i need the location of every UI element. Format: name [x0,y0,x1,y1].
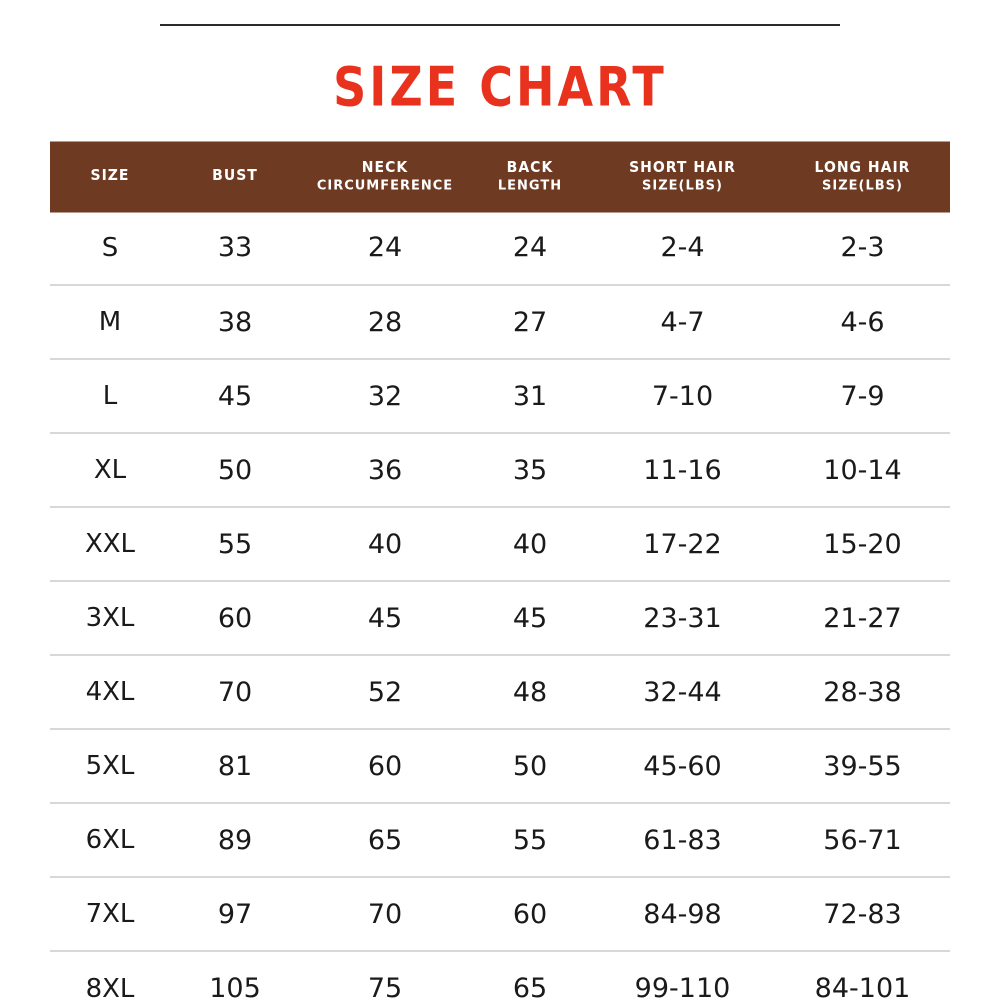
size-chart-table-wrapper [50,143,950,1000]
cell-bust: 105 [209,973,261,1000]
cell-back: 24 [470,211,590,285]
cell-long-hair: 4-6 [775,285,950,359]
cell-size: 6XL [50,803,170,877]
cell-size: XXL [50,507,170,581]
table-row [50,877,950,951]
cell-back: 65 [512,973,548,1000]
size-chart-table [50,143,950,1000]
cell-neck: 70 [300,877,470,951]
cell-short-hair: 84-98 [590,877,775,951]
cell-bust: 60 [170,581,300,655]
cell-neck: 60 [300,729,470,803]
cell-short-hair: 2-4 [590,211,775,285]
table-row [50,655,950,729]
table-header-row [50,143,950,211]
cell-back: 45 [470,581,590,655]
cell-short-hair: 23-31 [590,581,775,655]
cell-back: 50 [470,729,590,803]
column-header-long-hair-line2: SIZE(LBS) [822,177,903,194]
table-header [50,143,950,211]
cell-long-hair: 21-27 [775,581,950,655]
cell-back: 27 [470,285,590,359]
column-header-short-hair-line2: SIZE(LBS) [642,177,723,194]
cell-back: 31 [470,359,590,433]
cell-short-hair: 61-83 [590,803,775,877]
column-header-short-hair-line1: SHORT HAIR [629,159,736,177]
column-header-neck-circumference [300,141,470,212]
cell-back: 55 [470,803,590,877]
column-header-short-hair-size [590,141,775,212]
column-header-back-line2: LENGTH [497,177,563,194]
cell-neck: 24 [300,211,470,285]
cell-short-hair: 11-16 [590,433,775,507]
top-divider [160,24,840,26]
cell-neck: 45 [300,581,470,655]
cell-long-hair: 2-3 [775,211,950,285]
cell-bust: 55 [170,507,300,581]
table-row [50,433,950,507]
cell-bust: 89 [170,803,300,877]
cell-short-hair: 7-10 [590,359,775,433]
cell-short-hair: 32-44 [590,655,775,729]
cell-size: 4XL [50,655,170,729]
cell-long-hair: 15-20 [775,507,950,581]
page-title: SIZE CHART [333,55,667,119]
cell-size: M [50,285,170,359]
cell-long-hair: 10-14 [775,433,950,507]
cell-neck: 32 [300,359,470,433]
cell-size: S [50,211,170,285]
column-header-neck-line2: CIRCUMFERENCE [316,177,454,194]
cell-size: 8XL [85,973,135,1000]
cell-short-hair: 4-7 [590,285,775,359]
cell-bust: 97 [170,877,300,951]
table-row [50,285,950,359]
table-row [50,581,950,655]
column-header-size-line1: SIZE [90,167,130,185]
cell-size: 3XL [50,581,170,655]
cell-bust: 50 [170,433,300,507]
cell-neck: 28 [300,285,470,359]
cell-bust: 33 [170,211,300,285]
column-header-back-length [470,141,590,212]
cell-long-hair: 28-38 [775,655,950,729]
cell-long-hair: 56-71 [775,803,950,877]
cell-neck: 52 [300,655,470,729]
cell-long-hair: 72-83 [775,877,950,951]
cell-long-hair: 84-101 [814,973,911,1000]
cell-neck: 36 [300,433,470,507]
cell-short-hair: 17-22 [590,507,775,581]
column-header-neck-line1: NECK [361,159,409,177]
cell-size: 5XL [50,729,170,803]
cell-long-hair: 7-9 [775,359,950,433]
cell-bust: 38 [170,285,300,359]
table-row [50,803,950,877]
table-body [50,211,950,1000]
column-header-size [50,141,170,212]
column-header-back-line1: BACK [506,159,554,177]
table-row [50,729,950,803]
cell-bust: 70 [170,655,300,729]
cell-short-hair: 99-110 [634,973,731,1000]
table-row [50,951,950,1000]
cell-back: 48 [470,655,590,729]
column-header-long-hair-line1: LONG HAIR [814,159,911,177]
table-row [50,359,950,433]
column-header-bust [170,141,300,212]
cell-bust: 45 [170,359,300,433]
cell-back: 35 [470,433,590,507]
cell-size: L [50,359,170,433]
cell-bust: 81 [170,729,300,803]
cell-neck: 65 [300,803,470,877]
cell-back: 40 [470,507,590,581]
table-row [50,211,950,285]
cell-back: 60 [470,877,590,951]
column-header-long-hair-size [775,141,950,212]
cell-size: 7XL [50,877,170,951]
cell-neck: 75 [367,973,403,1000]
cell-long-hair: 39-55 [775,729,950,803]
table-row [50,507,950,581]
cell-neck: 40 [300,507,470,581]
cell-size: XL [50,433,170,507]
cell-short-hair: 45-60 [590,729,775,803]
column-header-bust-line1: BUST [212,167,258,185]
